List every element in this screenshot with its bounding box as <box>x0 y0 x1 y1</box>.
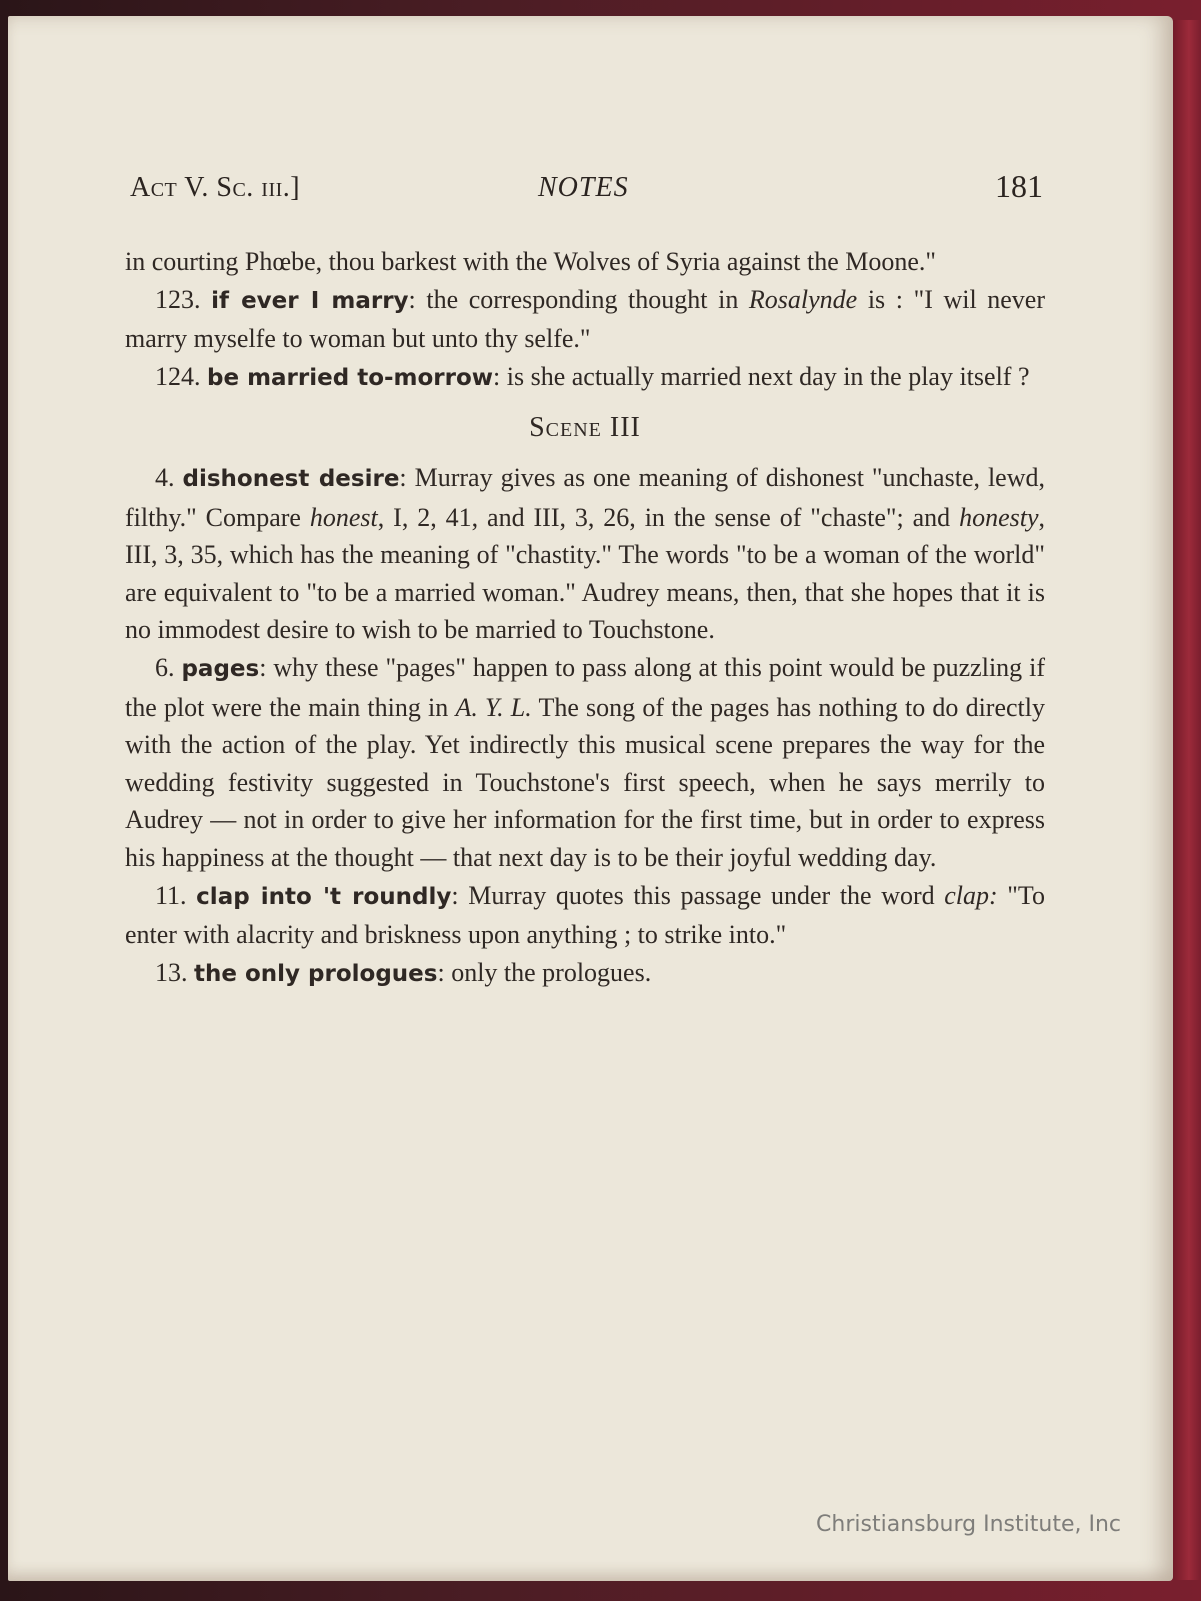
note-keyword: if ever I marry <box>211 287 409 314</box>
note-keyword: clap into 't roundly <box>196 883 452 910</box>
page-body <box>125 243 1045 993</box>
note-124 <box>125 358 1045 398</box>
paragraph-continued: in courting Phœbe, thou barkest with the Wolves of Syria against the Moone." <box>125 247 937 276</box>
note-11 <box>125 877 1045 954</box>
note-italic: clap: <box>944 880 998 910</box>
note-number: 124. <box>155 361 201 391</box>
note-italic: A. Y. L. <box>455 692 532 722</box>
note-text: : Murray quotes this passage under the word <box>451 880 945 910</box>
note-italic: honesty <box>959 502 1039 532</box>
note-keyword: be married to-morrow <box>207 364 494 391</box>
running-header <box>130 168 1047 208</box>
note-italic: honest <box>309 502 378 532</box>
note-123 <box>125 281 1045 358</box>
note-text: , I, 2, 41, and III, 3, 26, in the sense of "chaste"; and <box>377 502 960 532</box>
note-text: : the corresponding thought in <box>408 284 749 314</box>
note-number: 13. <box>155 957 188 987</box>
header-act-scene: Act V. Sc. iii.] <box>130 172 301 203</box>
note-italic: Rosalynde <box>748 284 858 314</box>
note-number: 11. <box>155 880 187 910</box>
note-text: The song of the pages has nothing to do directly with the action of the play. Yet indirectly this musical scene prepares the way for the wedding festivity suggested in Touchstone's first speech, when he says merrily to Audrey — not in order to give her information for the first time, but in order to express his happiness at the thought — that next day is to be their joyful wedding day. <box>125 692 1045 872</box>
note-keyword: dishonest desire <box>182 465 400 492</box>
page-number: 181 <box>995 168 1043 204</box>
note-text: : only the prologues. <box>437 957 652 987</box>
note-number: 4. <box>155 462 175 492</box>
note-text: : Murray gives as one meaning of dishonest "unchaste, lewd, filthy." Compare <box>125 462 1045 532</box>
cover-edge <box>1171 20 1201 1580</box>
note-text: : is she actually married next day in the play itself ? <box>493 361 1030 391</box>
note-4 <box>125 459 1045 649</box>
note-number: 123. <box>155 284 201 314</box>
note-text: , III, 3, 35, which has the meaning of "chastity." The words "to be a woman of the world" are equivalent to "to be a married woman." Audrey means, then, that she hopes that it is no immodest desire to wish to be married to Touchstone. <box>125 502 1045 645</box>
note-6 <box>125 649 1045 877</box>
note-text: "To enter with alacrity and briskness upon anything ; to strike into." <box>125 880 1045 950</box>
watermark: Christiansburg Institute, Inc <box>816 1512 1121 1537</box>
scene-heading: Scene III <box>529 412 641 444</box>
note-number: 6. <box>155 652 175 682</box>
note-text: : why these "pages" happen to pass along at this point would be puzzling if the plot were the main thing in <box>125 652 1046 722</box>
note-text: is : "I wil never marry myselfe to woman but unto thy selfe." <box>125 284 1045 354</box>
note-13 <box>125 954 1045 994</box>
header-title: NOTES <box>538 172 629 203</box>
note-keyword: pages <box>181 655 260 682</box>
note-keyword: the only prologues <box>194 960 438 987</box>
